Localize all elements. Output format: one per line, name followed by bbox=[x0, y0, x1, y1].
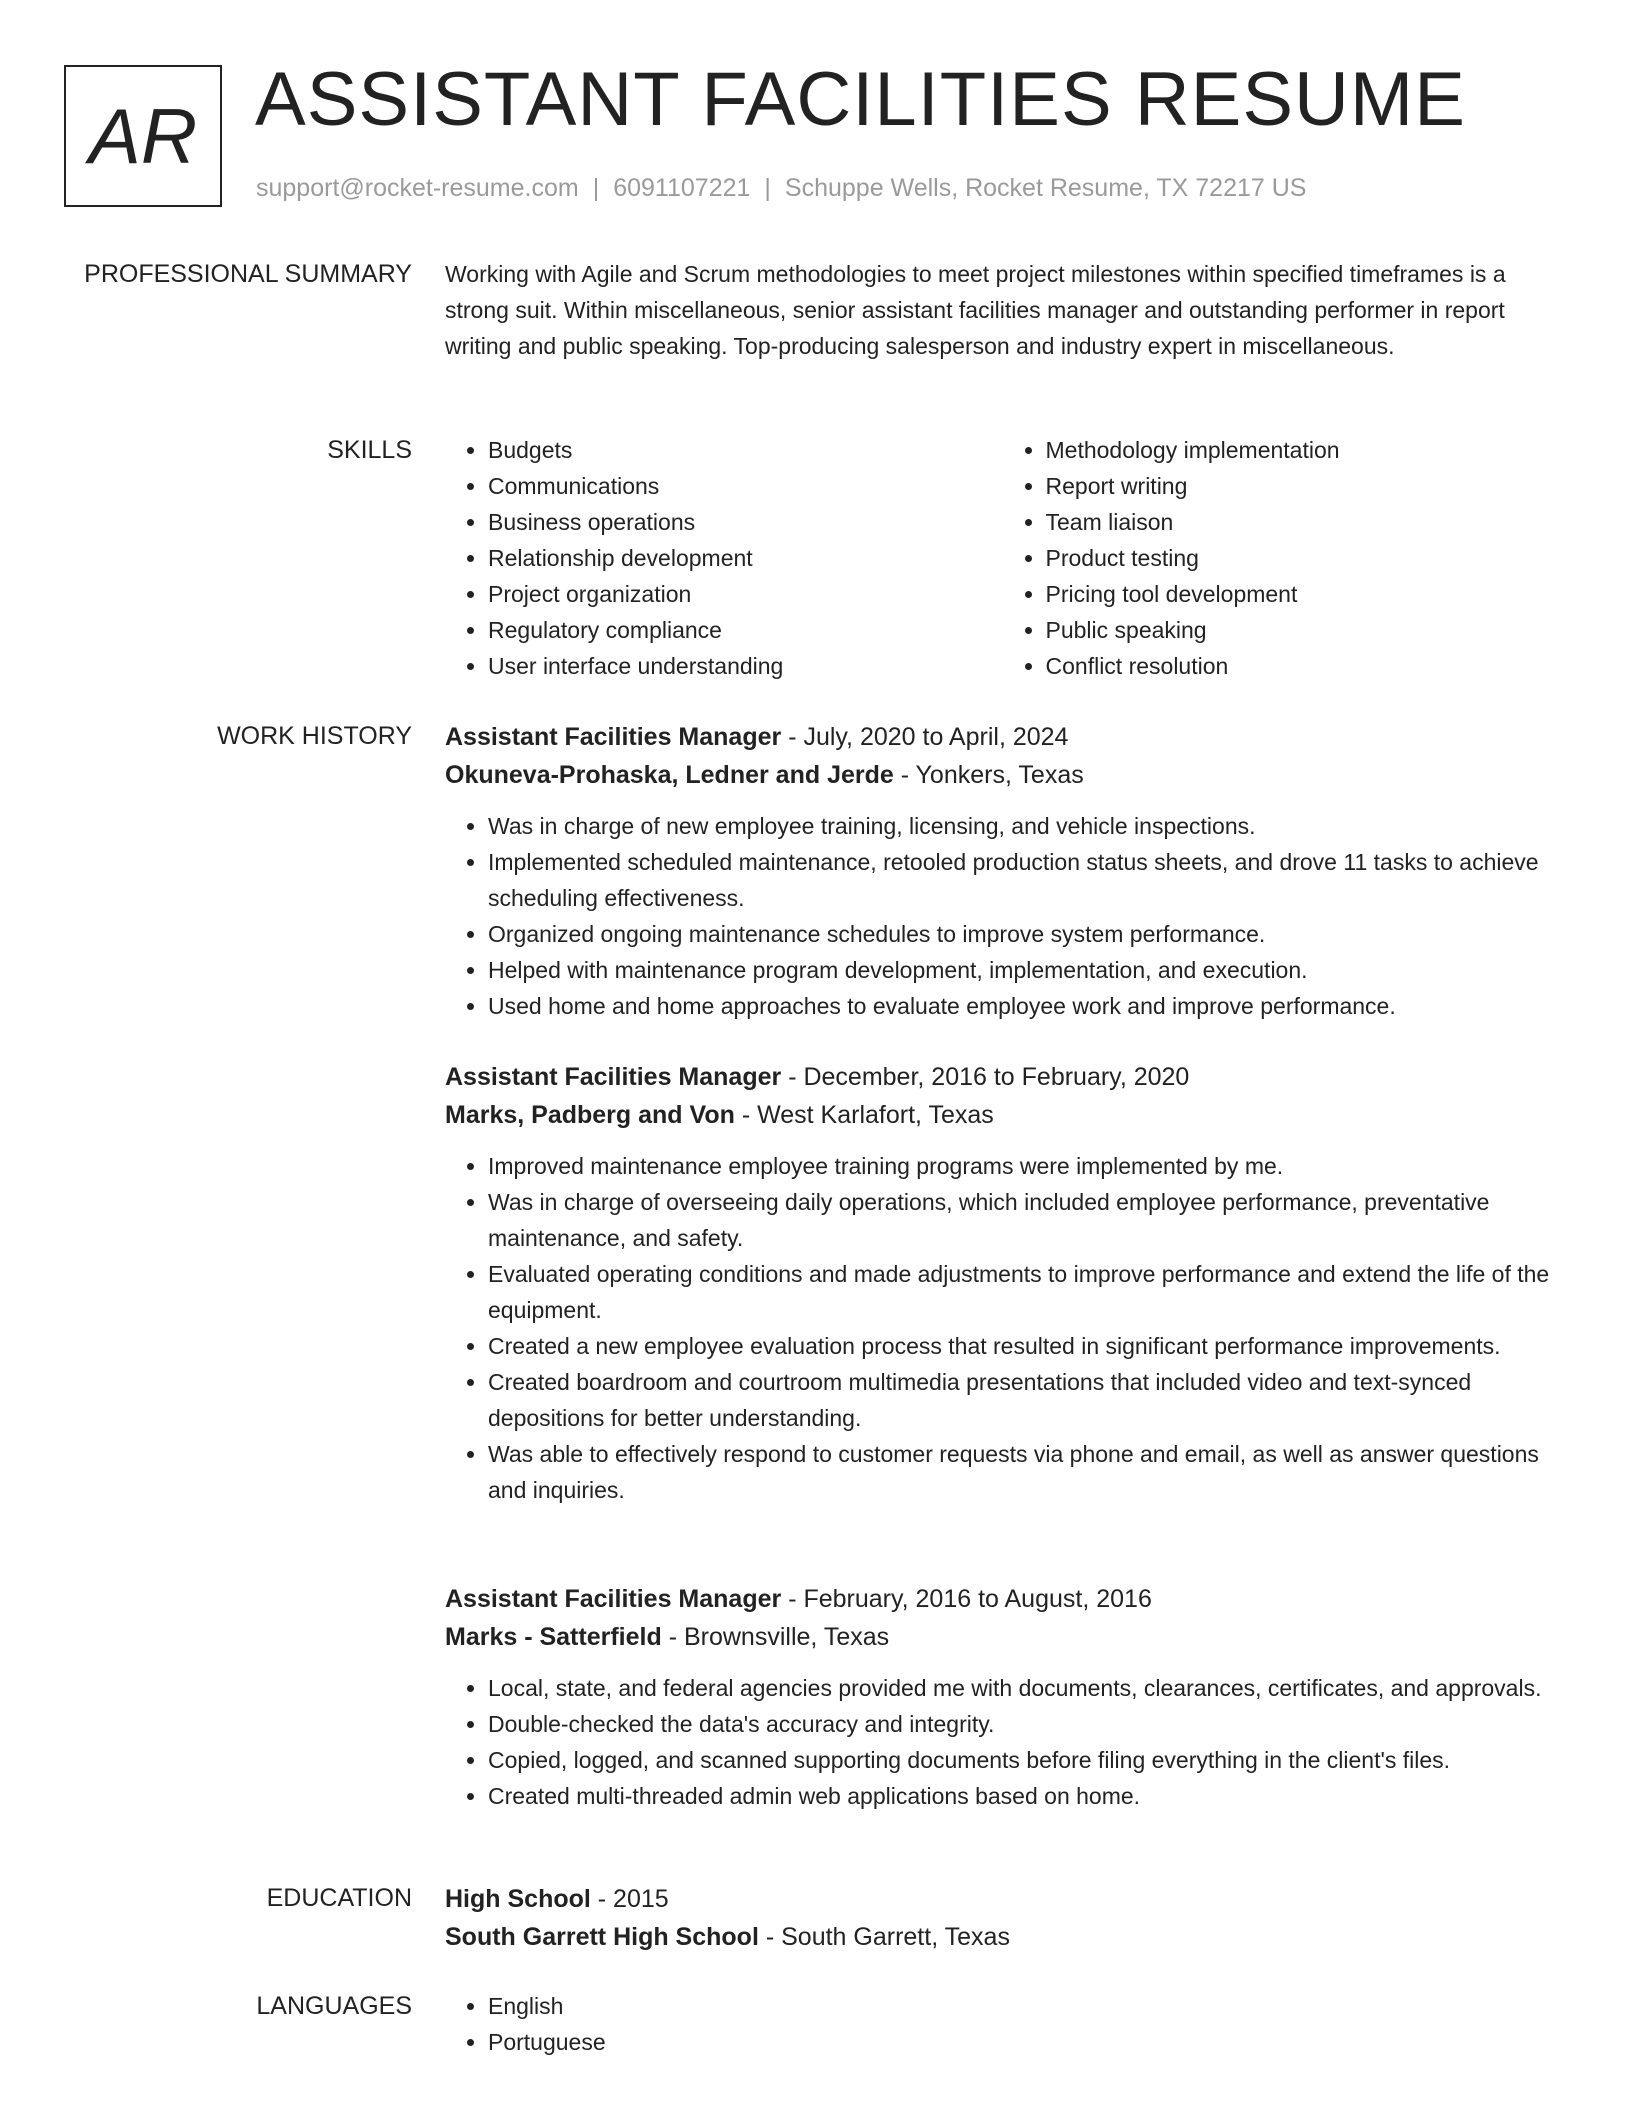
contact-separator: | bbox=[764, 174, 771, 202]
summary-text: Working with Agile and Scrum methodologies to meet project milestones within specified timeframes is a strong suit. Within miscellaneous, senior assistant facilities manager and outstanding performer in report writing and public speaking. Top-producing salesperson and industry expert in miscellaneous. bbox=[445, 261, 1506, 359]
job-company-line bbox=[445, 1096, 1560, 1134]
skill-item: • User interface understanding bbox=[488, 648, 1003, 684]
skill-item: • Relationship development bbox=[488, 540, 1003, 576]
contact-email: support@rocket-resume.com bbox=[256, 174, 579, 202]
job-dates: - July, 2020 to April, 2024 bbox=[788, 723, 1069, 751]
skills-list-left bbox=[445, 432, 1003, 684]
job-entry bbox=[445, 1058, 1560, 1508]
languages-content bbox=[445, 1988, 1560, 2060]
education-content bbox=[445, 1880, 1560, 1956]
job-bullet-list bbox=[445, 1148, 1560, 1508]
education-year: - 2015 bbox=[597, 1885, 669, 1913]
job-bullet: • Copied, logged, and scanned supporting documents before filing everything in the client's files. bbox=[488, 1742, 1560, 1778]
skill-item: • Team liaison bbox=[1046, 504, 1561, 540]
job-bullet-list bbox=[445, 808, 1560, 1024]
job-bullet: • Double-checked the data's accuracy and integrity. bbox=[488, 1706, 1560, 1742]
job-bullet-list bbox=[445, 1670, 1560, 1814]
monogram-badge: AR bbox=[64, 65, 222, 207]
skill-item: • Budgets bbox=[488, 432, 1003, 468]
job-bullet: • Improved maintenance employee training programs were implemented by me. bbox=[488, 1148, 1560, 1184]
education-degree-line bbox=[445, 1880, 1560, 1918]
skill-item: • Public speaking bbox=[1046, 612, 1561, 648]
skill-item: • Conflict resolution bbox=[1046, 648, 1561, 684]
job-title: Assistant Facilities Manager bbox=[445, 1063, 782, 1091]
job-bullet: • Was able to effectively respond to customer requests via phone and email, as well as answer questions and inquiries. bbox=[488, 1436, 1560, 1508]
job-title: Assistant Facilities Manager bbox=[445, 723, 782, 751]
job-title-line bbox=[445, 718, 1560, 756]
contact-phone: 6091107221 bbox=[613, 174, 751, 202]
education-label: EDUCATION bbox=[266, 1884, 412, 1912]
contact-line bbox=[256, 174, 1306, 203]
education-location: - South Garrett, Texas bbox=[765, 1923, 1010, 1951]
languages-label: LANGUAGES bbox=[256, 1992, 412, 2020]
education-school-line bbox=[445, 1918, 1560, 1956]
job-dates: - February, 2016 to August, 2016 bbox=[788, 1585, 1152, 1613]
skills-list-right bbox=[1003, 432, 1561, 684]
job-bullet: • Created a new employee evaluation process that resulted in significant performance improvements. bbox=[488, 1328, 1560, 1364]
job-bullet: • Was in charge of new employee training, licensing, and vehicle inspections. bbox=[488, 808, 1560, 844]
resume-title: ASSISTANT FACILITIES RESUME bbox=[255, 57, 1466, 142]
skill-item: • Methodology implementation bbox=[1046, 432, 1561, 468]
job-bullet: • Evaluated operating conditions and made adjustments to improve performance and extend the life of the equipment. bbox=[488, 1256, 1560, 1328]
job-bullet: • Created boardroom and courtroom multimedia presentations that included video and text-synced depositions for better understanding. bbox=[488, 1364, 1560, 1436]
education-degree: High School bbox=[445, 1885, 591, 1913]
summary-label: PROFESSIONAL SUMMARY bbox=[84, 260, 412, 288]
job-company: Marks - Satterfield bbox=[445, 1623, 662, 1651]
job-entry bbox=[445, 718, 1560, 1024]
skill-item: • Project organization bbox=[488, 576, 1003, 612]
job-bullet: • Implemented scheduled maintenance, retooled production status sheets, and drove 11 tasks to achieve scheduling effectiveness. bbox=[488, 844, 1560, 916]
language-item: • Portuguese bbox=[488, 2024, 1560, 2060]
education-school: South Garrett High School bbox=[445, 1923, 759, 1951]
contact-address: Schuppe Wells, Rocket Resume, TX 72217 US bbox=[784, 174, 1307, 202]
job-company: Okuneva-Prohaska, Ledner and Jerde bbox=[445, 761, 894, 789]
skills-grid bbox=[445, 432, 1560, 684]
job-title: Assistant Facilities Manager bbox=[445, 1585, 782, 1613]
language-item: • English bbox=[488, 1988, 1560, 2024]
summary-content bbox=[445, 256, 1560, 364]
job-title-line bbox=[445, 1580, 1560, 1618]
job-bullet: • Created multi-threaded admin web applications based on home. bbox=[488, 1778, 1560, 1814]
job-company-line bbox=[445, 756, 1560, 794]
job-title-line bbox=[445, 1058, 1560, 1096]
job-bullet: • Organized ongoing maintenance schedules to improve system performance. bbox=[488, 916, 1560, 952]
job-location: - Yonkers, Texas bbox=[900, 761, 1084, 789]
job-bullet: • Was in charge of overseeing daily operations, which included employee performance, preventative maintenance, and safety. bbox=[488, 1184, 1560, 1256]
skill-item: • Communications bbox=[488, 468, 1003, 504]
skill-item: • Business operations bbox=[488, 504, 1003, 540]
job-bullet: • Local, state, and federal agencies provided me with documents, clearances, certificates, and approvals. bbox=[488, 1670, 1560, 1706]
job-location: - West Karlafort, Texas bbox=[741, 1101, 994, 1129]
languages-list bbox=[445, 1988, 1560, 2060]
job-company: Marks, Padberg and Von bbox=[445, 1101, 735, 1129]
job-company-line bbox=[445, 1618, 1560, 1656]
job-dates: - December, 2016 to February, 2020 bbox=[788, 1063, 1190, 1091]
job-bullet: • Helped with maintenance program development, implementation, and execution. bbox=[488, 952, 1560, 988]
job-entry bbox=[445, 1580, 1560, 1814]
skill-item: • Product testing bbox=[1046, 540, 1561, 576]
work-history-label: WORK HISTORY bbox=[217, 722, 412, 750]
skills-label: SKILLS bbox=[327, 436, 412, 464]
skill-item: • Regulatory compliance bbox=[488, 612, 1003, 648]
skill-item: • Report writing bbox=[1046, 468, 1561, 504]
job-location: - Brownsville, Texas bbox=[668, 1623, 890, 1651]
job-bullet: • Used home and home approaches to evaluate employee work and improve performance. bbox=[488, 988, 1560, 1024]
skill-item: • Pricing tool development bbox=[1046, 576, 1561, 612]
contact-separator: | bbox=[592, 174, 600, 202]
